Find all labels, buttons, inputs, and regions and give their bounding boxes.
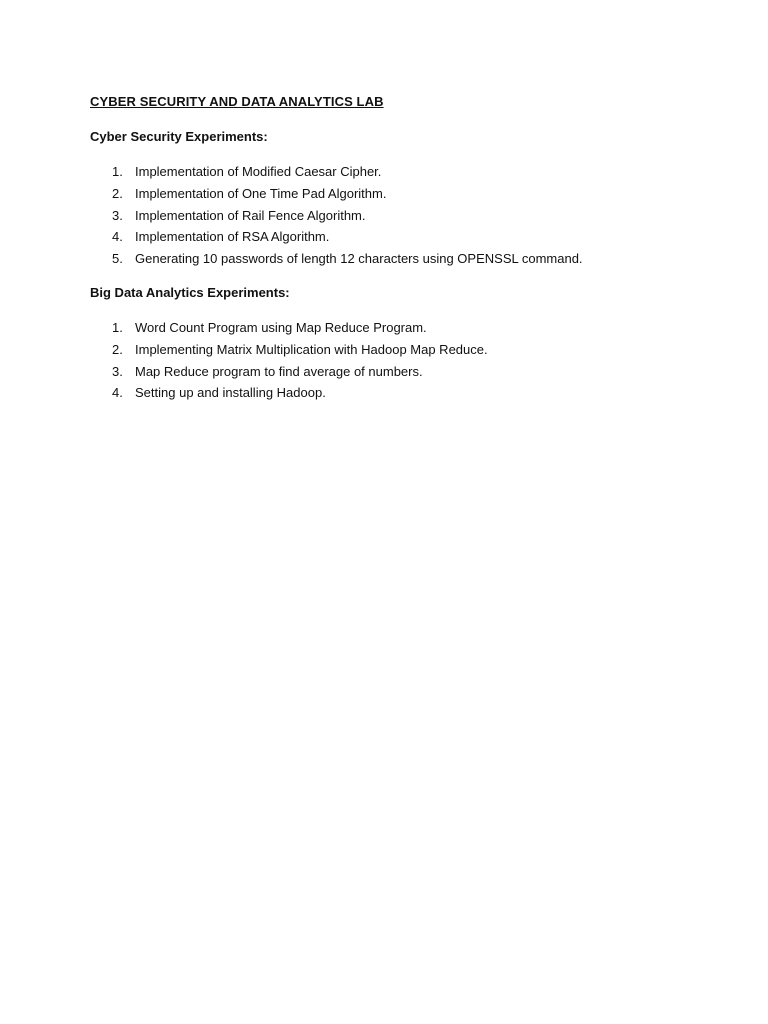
document-title: CYBER SECURITY AND DATA ANALYTICS LAB [90,94,384,109]
list-item [112,163,583,185]
item-number: 2. [112,185,123,201]
cyber-security-experiment-list [112,163,583,272]
item-number: 2. [112,341,123,357]
item-number: 3. [112,207,123,223]
item-text: Setting up and installing Hadoop. [135,385,326,401]
list-item [112,363,488,385]
list-item [112,207,583,229]
list-item [112,384,488,406]
list-item [112,319,488,341]
item-text: Implementation of Modified Caesar Cipher. [135,164,382,179]
item-text: Map Reduce program to find average of numbers. [135,363,423,379]
item-number: 1. [112,320,123,335]
item-number: 5. [112,251,123,267]
list-item [112,341,488,363]
item-number: 4. [112,229,123,245]
big-data-experiment-list [112,319,488,406]
list-item [112,228,583,250]
item-text: Implementing Matrix Multiplication with Hadoop Map Reduce. [135,341,488,357]
item-text: Implementation of One Time Pad Algorithm. [135,185,387,201]
list-item [112,185,583,207]
item-text: Implementation of Rail Fence Algorithm. [135,207,366,223]
item-text: Generating 10 passwords of length 12 characters using OPENSSL command. [135,251,583,267]
item-number: 4. [112,385,123,401]
item-text: Word Count Program using Map Reduce Program. [135,320,427,335]
big-data-analytics-heading: Big Data Analytics Experiments: [90,285,290,300]
cyber-security-heading: Cyber Security Experiments: [90,129,268,144]
item-number: 3. [112,363,123,379]
item-text: Implementation of RSA Algorithm. [135,229,330,245]
item-number: 1. [112,164,123,179]
list-item [112,250,583,272]
